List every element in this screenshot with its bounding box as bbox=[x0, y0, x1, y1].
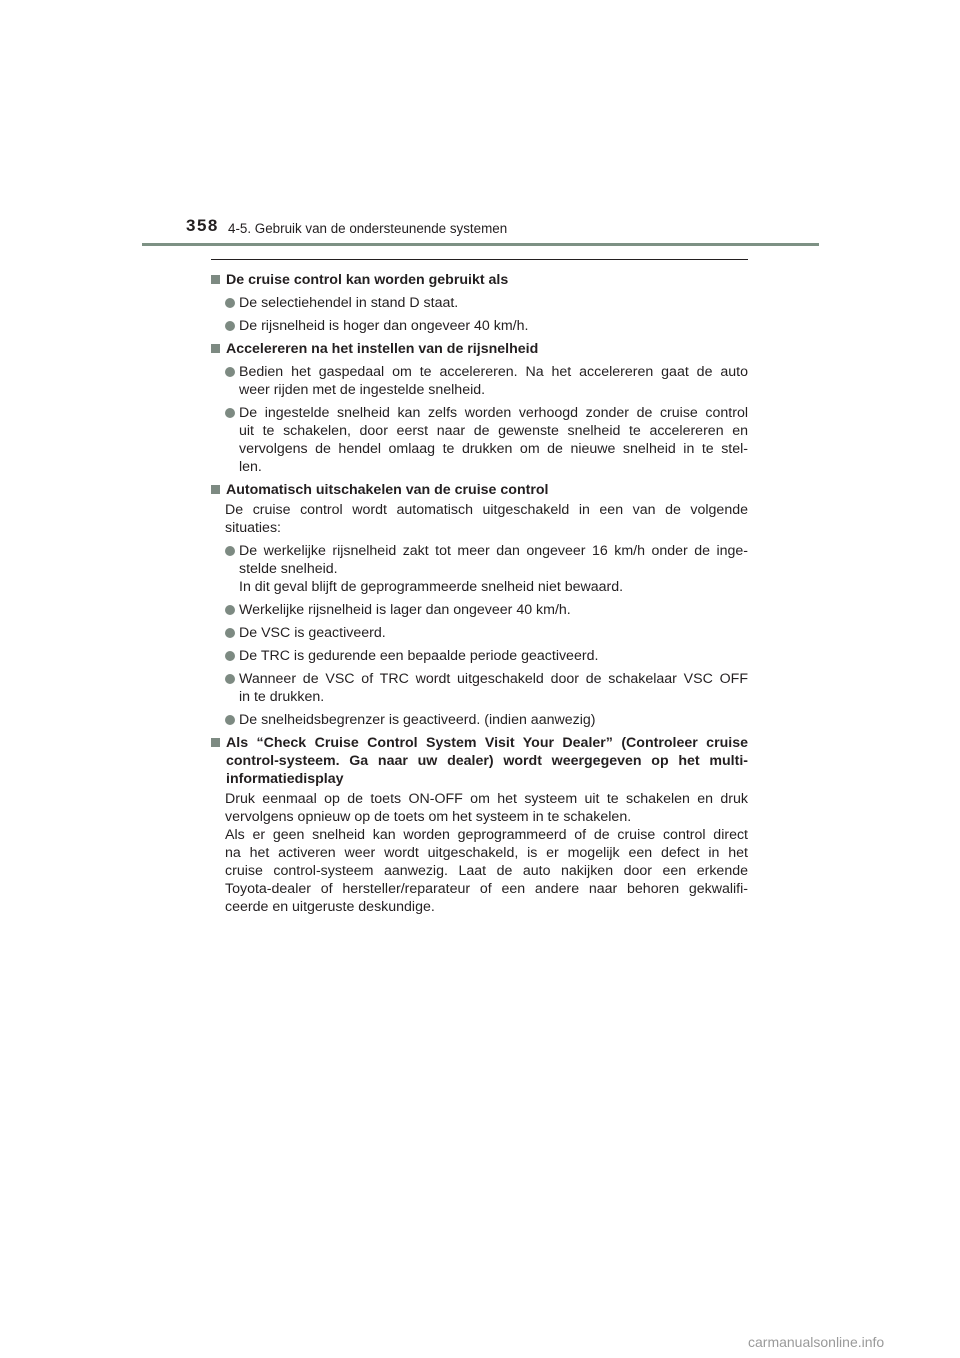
heading-text: informatiedisplay bbox=[226, 771, 344, 787]
list-item bbox=[211, 624, 748, 642]
paragraph-text: Toyota-dealer of hersteller/reparateur of een andere naar behoren gekwalifi- bbox=[225, 881, 748, 897]
heading-text: Accelereren na het instellen van de rijsnelheid bbox=[226, 341, 539, 357]
intro-text: De cruise control wordt automatisch uitgeschakeld in een van de volgende bbox=[225, 502, 748, 518]
circle-bullet-icon bbox=[225, 628, 235, 638]
square-bullet-icon bbox=[211, 344, 220, 353]
list-item-text: Werkelijke rijsnelheid is lager dan ongeveer 40 km/h. bbox=[239, 602, 571, 618]
circle-bullet-icon bbox=[225, 298, 235, 308]
list-item-text: in te drukken. bbox=[239, 689, 325, 705]
circle-bullet-icon bbox=[225, 321, 235, 331]
circle-bullet-icon bbox=[225, 715, 235, 725]
list-item bbox=[211, 363, 748, 399]
circle-bullet-icon bbox=[225, 408, 235, 418]
list-item bbox=[211, 711, 748, 729]
heading-text: Als “Check Cruise Control System Visit Your Dealer” (Controleer cruise bbox=[226, 735, 748, 751]
paragraph-text: na het activeren weer wordt uitgeschakeld, is er mogelijk een defect in het bbox=[225, 845, 748, 861]
section-paragraph bbox=[211, 790, 748, 916]
list-item bbox=[211, 294, 748, 312]
list-item-text: De snelheidsbegrenzer is geactiveerd. (indien aanwezig) bbox=[239, 712, 596, 728]
circle-bullet-icon bbox=[225, 605, 235, 615]
section-heading bbox=[211, 734, 748, 788]
circle-bullet-icon bbox=[225, 546, 235, 556]
list-item-text: Bedien het gaspedaal om te accelereren. Na het accelereren gaat de auto bbox=[239, 364, 748, 380]
square-bullet-icon bbox=[211, 738, 220, 747]
list-item bbox=[211, 317, 748, 335]
paragraph-text: ceerde en uitgeruste deskundige. bbox=[225, 899, 435, 915]
content-rule bbox=[211, 259, 748, 260]
circle-bullet-icon bbox=[225, 651, 235, 661]
paragraph-text: Als er geen snelheid kan worden geprogrammeerd of de cruise control direct bbox=[225, 827, 748, 843]
list-item-text: Wanneer de VSC of TRC wordt uitgeschakeld door de schakelaar VSC OFF bbox=[239, 671, 748, 687]
list-item-text: De ingestelde snelheid kan zelfs worden verhoogd zonder de cruise control bbox=[239, 405, 748, 421]
circle-bullet-icon bbox=[225, 367, 235, 377]
paragraph-text: cruise control-systeem aanwezig. Laat de auto nakijken door een erkende bbox=[225, 863, 748, 879]
intro-text: situaties: bbox=[225, 520, 281, 536]
circle-bullet-icon bbox=[225, 674, 235, 684]
heading-text: De cruise control kan worden gebruikt als bbox=[226, 272, 509, 288]
section-heading bbox=[211, 481, 748, 499]
list-item-text: weer rijden met de ingestelde snelheid. bbox=[239, 382, 486, 398]
list-item-text: De selectiehendel in stand D staat. bbox=[239, 295, 459, 311]
heading-text: control-systeem. Ga naar uw dealer) wordt weergegeven op het multi- bbox=[226, 753, 748, 769]
list-item bbox=[211, 670, 748, 706]
section-heading bbox=[211, 271, 748, 289]
list-item-text: De TRC is gedurende een bepaalde periode geactiveerd. bbox=[239, 648, 599, 664]
heading-text: Automatisch uitschakelen van de cruise control bbox=[226, 482, 549, 498]
list-item-text: vervolgens de hendel omlaag te drukken om de nieuwe snelheid in te stel- bbox=[239, 441, 748, 457]
chapter-title: 4-5. Gebruik van de ondersteunende systemen bbox=[228, 221, 508, 236]
list-item-text: De VSC is geactiveerd. bbox=[239, 625, 386, 641]
header-rule bbox=[142, 243, 819, 246]
content-body bbox=[211, 266, 748, 916]
list-item-text: stelde snelheid. bbox=[239, 561, 338, 577]
list-item bbox=[211, 542, 748, 596]
list-item bbox=[211, 601, 748, 619]
section-intro bbox=[211, 501, 748, 537]
section-heading bbox=[211, 340, 748, 358]
list-item-text: In dit geval blijft de geprogrammeerde snelheid niet bewaard. bbox=[239, 579, 624, 595]
list-item-text: uit te schakelen, door eerst naar de gewenste snelheid te accelereren en bbox=[239, 423, 748, 439]
watermark[interactable]: carmanualsonline.info bbox=[748, 1334, 885, 1350]
list-item-text: len. bbox=[239, 459, 262, 475]
list-item bbox=[211, 647, 748, 665]
square-bullet-icon bbox=[211, 275, 220, 284]
list-item bbox=[211, 404, 748, 476]
list-item-text: De werkelijke rijsnelheid zakt tot meer dan ongeveer 16 km/h onder de inge- bbox=[239, 543, 748, 559]
square-bullet-icon bbox=[211, 485, 220, 494]
paragraph-text: Druk eenmaal op de toets ON-OFF om het systeem uit te schakelen en druk bbox=[225, 791, 748, 807]
list-item-text: De rijsnelheid is hoger dan ongeveer 40 km/h. bbox=[239, 318, 529, 334]
paragraph-text: vervolgens opnieuw op de toets om het systeem in te schakelen. bbox=[225, 809, 632, 825]
page-number: 358 bbox=[186, 216, 219, 235]
